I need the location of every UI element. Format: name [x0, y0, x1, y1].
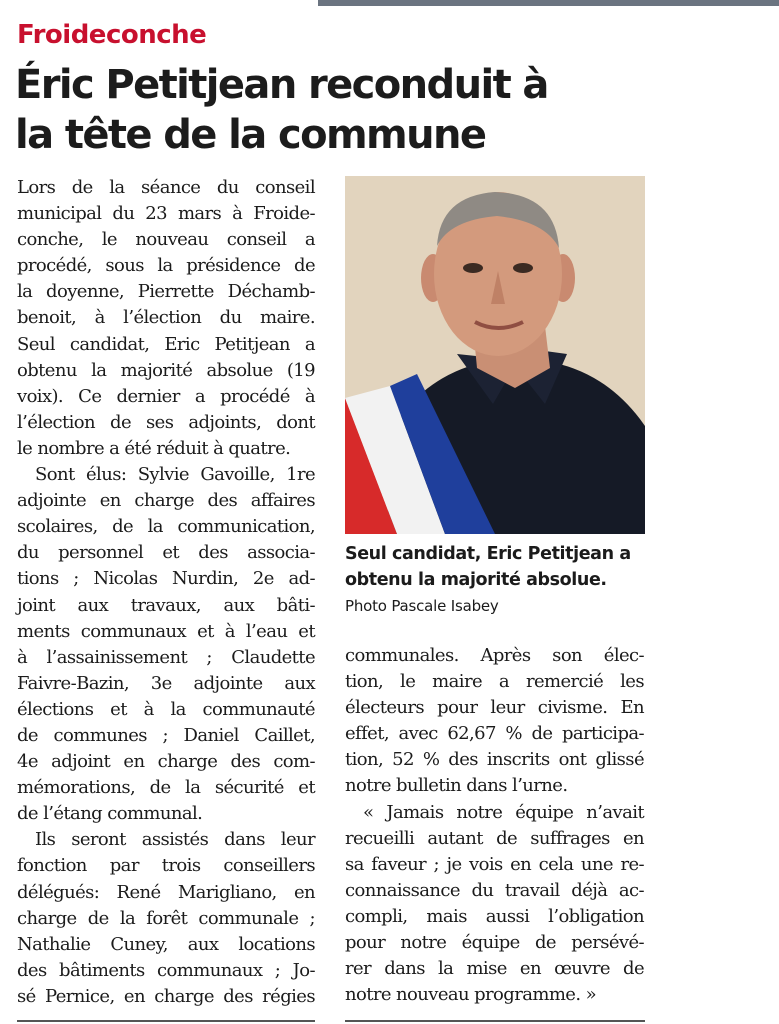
- text-line: joint aux travaux, aux bâti-: [17, 594, 315, 616]
- text-line: procédé, sous la présidence de: [17, 255, 315, 277]
- text-line: effet, avec 62,67 % de participa-: [345, 723, 644, 745]
- text-line: « Jamais notre équipe n’avait: [363, 801, 644, 823]
- text-line: recueilli autant de suffrages en: [345, 827, 644, 849]
- text-line: des bâtiments communaux ; Jo-: [17, 959, 315, 981]
- article-column-right: [345, 643, 644, 1008]
- photo-credit: Photo Pascale Isabey: [345, 597, 499, 615]
- text-line: Ils seront assistés dans leur: [35, 829, 315, 851]
- text-line: tion, le maire a remercié les: [345, 671, 644, 693]
- text-line: Lors de la séance du conseil: [17, 177, 315, 198]
- text-line: Seul candidat, Eric Petitjean a: [17, 333, 315, 355]
- text-line: adjointe en charge des affaires: [17, 490, 315, 512]
- text-line: Nathalie Cuney, aux locations: [17, 933, 315, 955]
- text-line: compli, mais aussi l’obligation: [345, 905, 644, 927]
- portrait-illustration: [345, 176, 645, 534]
- text-line: communales. Après son élec-: [345, 645, 644, 666]
- text-line: à l’assainissement ; Claudette: [17, 646, 315, 668]
- text-line: conche, le nouveau conseil a: [17, 229, 315, 251]
- text-line: obtenu la majorité absolue (19: [17, 359, 315, 381]
- text-line: scolaires, de la communication,: [17, 516, 315, 538]
- text-line: municipal du 23 mars à Froide-: [17, 203, 315, 225]
- text-line: connaissance du travail déjà ac-: [345, 879, 644, 901]
- top-bar-shade: [318, 0, 779, 6]
- paragraph-4: [345, 643, 644, 800]
- text-line: ments communaux et à l’eau et: [17, 620, 315, 642]
- text-line: pour notre équipe de persévé-: [345, 932, 644, 954]
- text-line: mémorations, de la sécurité et: [17, 777, 315, 799]
- text-line: notre bulletin dans l’urne.: [345, 775, 568, 797]
- caption-text: Seul candidat, Eric Petitjean a obtenu la majorité absolue.: [345, 544, 631, 590]
- mayor-photo: [345, 176, 645, 534]
- text-line: sa faveur ; je vois en cela une re-: [345, 853, 644, 875]
- section-kicker: Froideconche: [17, 20, 207, 50]
- text-line: l’élection de ses adjoints, dont: [17, 411, 315, 433]
- bottom-rule-left: [17, 1020, 315, 1022]
- headline: [15, 60, 695, 160]
- text-line: Faivre-Bazin, 3e adjointe aux: [17, 672, 315, 694]
- text-line: voix). Ce dernier a procédé à: [17, 385, 315, 407]
- text-line: benoit, à l’élection du maire.: [17, 307, 315, 329]
- paragraph-2: [17, 462, 315, 827]
- eye-right: [513, 263, 533, 273]
- text-line: fonction par trois conseillers: [17, 855, 315, 877]
- text-line: électeurs pour leur civisme. En: [345, 697, 644, 719]
- paragraph-3: [17, 827, 315, 1010]
- text-line: charge de la forêt communale ;: [17, 907, 315, 929]
- photo-caption: [345, 541, 645, 619]
- eye-left: [463, 263, 483, 273]
- text-line: élections et à la communauté: [17, 698, 315, 720]
- text-line: tion, 52 % des inscrits ont glissé: [345, 749, 644, 771]
- text-line: de communes ; Daniel Caillet,: [17, 724, 315, 746]
- text-line: du personnel et des associa-: [17, 542, 315, 564]
- text-line: délégués: René Marigliano, en: [17, 881, 315, 903]
- text-line: la doyenne, Pierrette Déchamb-: [17, 281, 315, 303]
- text-line: rer dans la mise en œuvre de: [345, 958, 644, 980]
- text-line: tions ; Nicolas Nurdin, 2e ad-: [17, 568, 315, 590]
- text-line: le nombre a été réduit à quatre.: [17, 437, 291, 459]
- text-line: notre nouveau programme. »: [345, 984, 596, 1006]
- headline-line-2: la tête de la commune: [15, 112, 486, 158]
- paragraph-1: [17, 175, 315, 462]
- paragraph-5: [345, 800, 644, 1009]
- bottom-rule-right: [345, 1020, 645, 1022]
- top-bar: [0, 0, 779, 6]
- text-line: 4e adjoint en charge des com-: [17, 751, 315, 773]
- text-line: de l’étang communal.: [17, 803, 203, 825]
- article-column-left: [17, 175, 315, 1010]
- text-line: sé Pernice, en charge des régies: [17, 985, 315, 1007]
- text-line: Sont élus: Sylvie Gavoille, 1re: [35, 464, 315, 486]
- headline-line-1: Éric Petitjean reconduit à: [15, 62, 548, 108]
